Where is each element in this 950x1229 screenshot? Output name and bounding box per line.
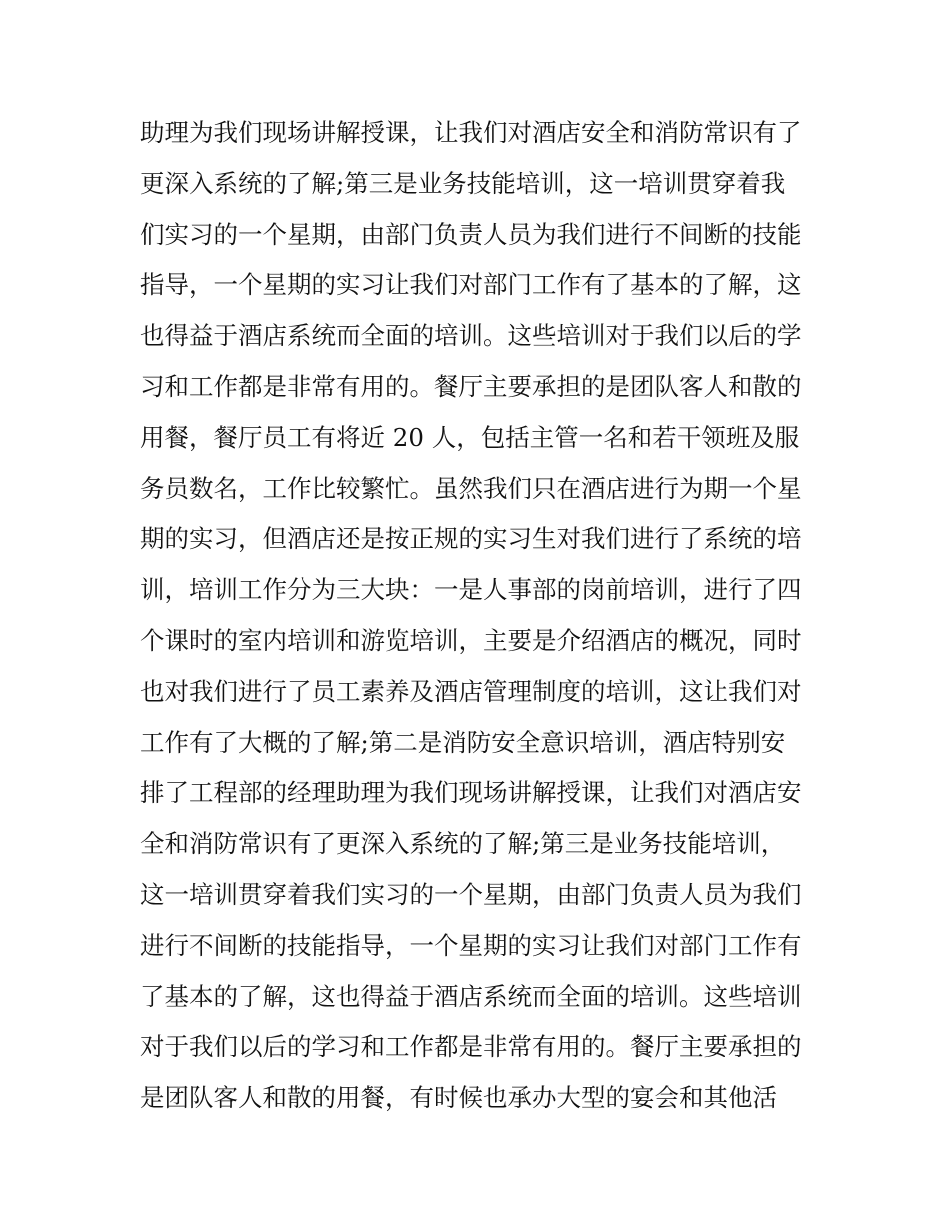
text-line: 也对我们进行了员工素养及酒店管理制度的培训，这让我们对	[140, 676, 802, 706]
text-line: 是团队客人和散的用餐，有时候也承办大型的宴会和其他活	[140, 1083, 777, 1113]
text-line: 全和消防常识有了更深入系统的了解;第三是业务技能培训，	[140, 829, 786, 859]
text-line: 指导，一个星期的实习让我们对部门工作有了基本的了解，这	[140, 270, 802, 300]
text-line: 训，培训工作分为三大块：一是人事部的岗前培训，进行了四	[140, 575, 802, 605]
text-line: 了基本的了解，这也得益于酒店系统而全面的培训。这些培训	[140, 981, 802, 1011]
text-line: 进行不间断的技能指导，一个星期的实习让我们对部门工作有	[140, 930, 802, 960]
text-line: 个课时的室内培训和游览培训，主要是介绍酒店的概况，同时	[140, 625, 802, 655]
text-line: 更深入系统的了解;第三是业务技能培训，这一培训贯穿着我	[140, 168, 786, 198]
text-line: 排了工程部的经理助理为我们现场讲解授课，让我们对酒店安	[140, 778, 802, 808]
text-line: 用餐，餐厅员工有将近 20 人，包括主管一名和若干领班及服	[140, 422, 800, 452]
text-line: 对于我们以后的学习和工作都是非常有用的。餐厅主要承担的	[140, 1032, 802, 1062]
text-line: 助理为我们现场讲解授课，让我们对酒店安全和消防常识有了	[140, 118, 802, 147]
text-line: 期的实习，但酒店还是按正规的实习生对我们进行了系统的培	[140, 524, 802, 554]
body-text	[140, 108, 820, 1124]
text-line: 务员数名，工作比较繁忙。虽然我们只在酒店进行为期一个星	[140, 473, 802, 503]
text-line: 工作有了大概的了解;第二是消防安全意识培训，酒店特别安	[140, 727, 786, 757]
text-line: 也得益于酒店系统而全面的培训。这些培训对于我们以后的学	[140, 321, 802, 351]
text-line: 这一培训贯穿着我们实习的一个星期，由部门负责人员为我们	[140, 879, 802, 909]
text-line: 们实习的一个星期，由部门负责人员为我们进行不间断的技能	[140, 219, 802, 249]
text-line: 习和工作都是非常有用的。餐厅主要承担的是团队客人和散的	[140, 371, 802, 401]
